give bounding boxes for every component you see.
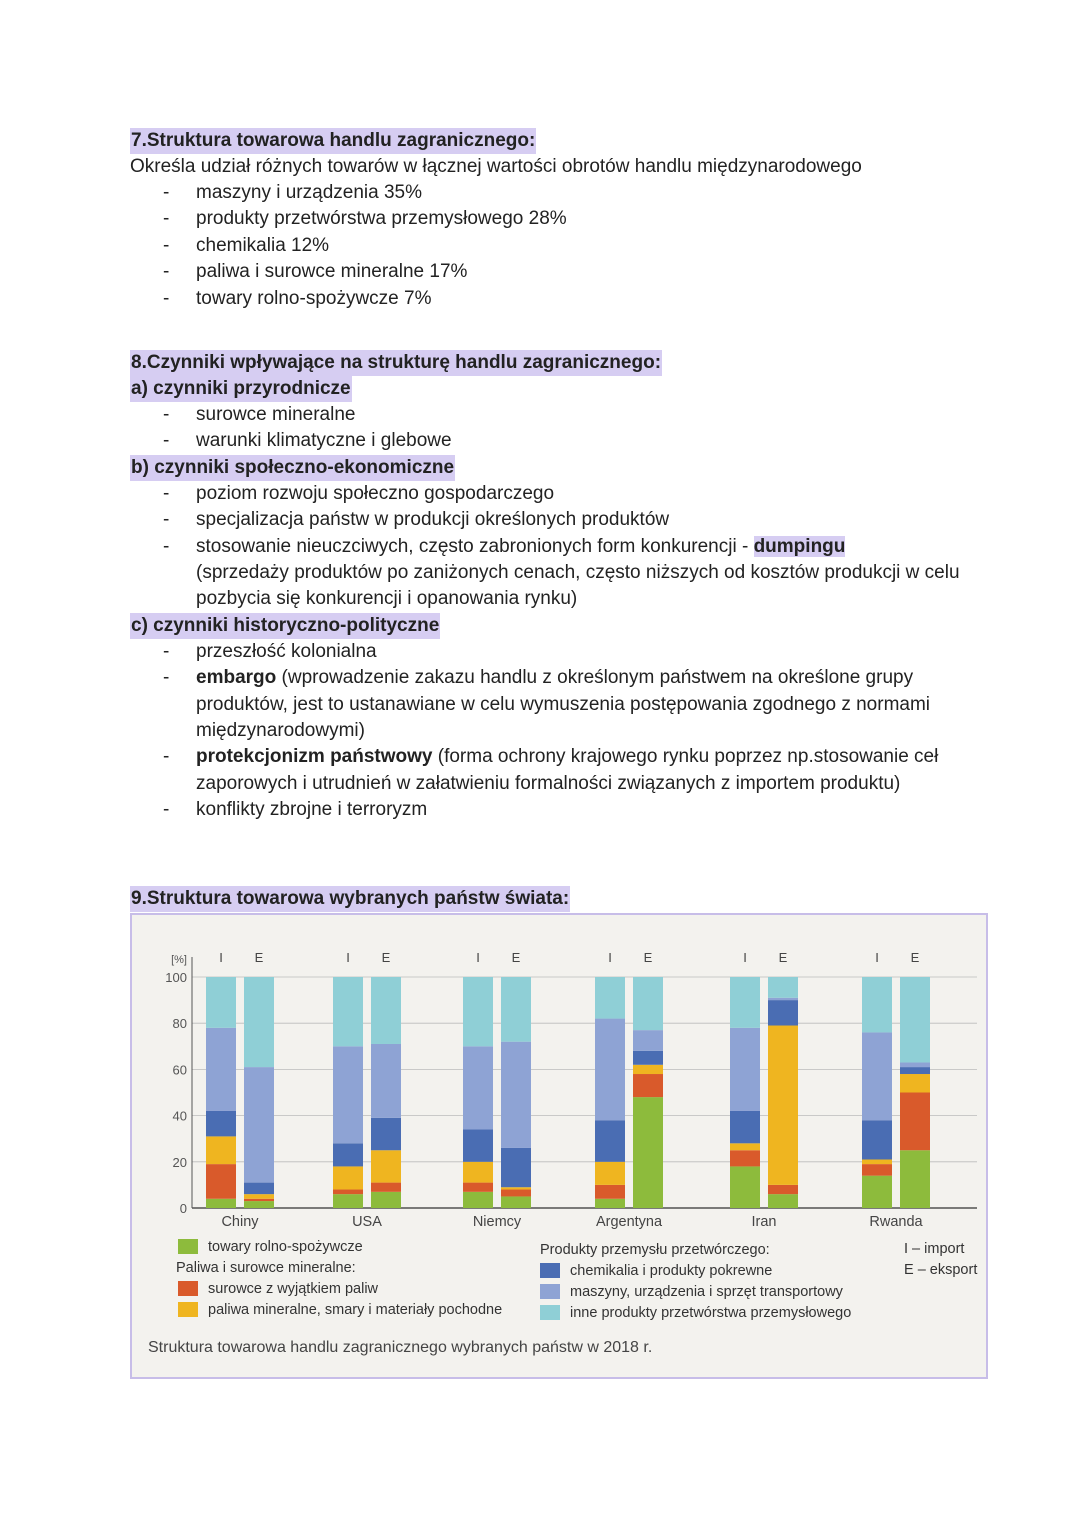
legend-swatch-other [540, 1305, 560, 1320]
subsection-c-title: c) czynniki historyczno-polityczne [130, 613, 440, 639]
bar-segment-machines [501, 1042, 531, 1148]
list-item: - produkty przetwórstwa przemysłowego 28% [130, 206, 862, 232]
legend-machines-label: maszyny, urządzenia i sprzęt transportowy [570, 1283, 843, 1300]
bar-segment-minerals [206, 1164, 236, 1199]
y-tick-label: 80 [172, 1016, 187, 1032]
section-7 [130, 128, 862, 312]
subsection-c-list [130, 639, 990, 824]
bar-segment-machines [595, 1019, 625, 1121]
legend-agri-label: towary rolno-spożywcze [208, 1238, 363, 1255]
bar-segment-other [633, 977, 663, 1030]
bar-segment-minerals [768, 1185, 798, 1194]
legend-left [178, 1236, 502, 1320]
bar-segment-fuels [595, 1162, 625, 1185]
section-7-list [130, 180, 862, 312]
y-tick-label: 0 [179, 1201, 187, 1216]
bar-segment-fuels [900, 1074, 930, 1092]
x-category-label: Niemcy [472, 1214, 522, 1230]
bar-segment-chem [768, 1000, 798, 1025]
chart-figure [130, 913, 988, 1379]
legend-flow [904, 1238, 977, 1280]
legend-chem-label: chemikalia i produkty pokrewne [570, 1262, 773, 1279]
list-item: - poziom rozwoju społeczno gospodarczego [130, 481, 990, 507]
bar-segment-chem [633, 1051, 663, 1065]
bar-flow-label: I [219, 950, 223, 965]
bar-segment-agri [730, 1166, 760, 1208]
section-7-intro: Określa udział różnych towarów w łącznej wartości obrotów handlu międzynarodowego [130, 156, 862, 177]
bar-segment-minerals [244, 1199, 274, 1201]
bar-segment-minerals [371, 1183, 401, 1192]
dumping-text: stosowanie nieuczciwych, często zabronionych form konkurencji - [196, 535, 754, 557]
legend-swatch-agri [178, 1239, 198, 1254]
bar-segment-agri [501, 1196, 531, 1208]
bar-segment-minerals [595, 1185, 625, 1199]
legend-swatch-chem [540, 1263, 560, 1278]
bar-segment-agri [900, 1150, 930, 1208]
subsection-b-list [130, 481, 990, 613]
bar-segment-agri [244, 1201, 274, 1208]
section-7-title: 7.Struktura towarowa handlu zagranicznego: [130, 128, 536, 154]
bar-segment-fuels [206, 1136, 236, 1164]
list-item: - przeszłość kolonialna [130, 639, 990, 665]
bar-segment-machines [862, 1032, 892, 1120]
dumping-term: dumpingu [753, 535, 846, 557]
x-category-label: Rwanda [869, 1214, 923, 1230]
x-category-label: Argentyna [595, 1214, 663, 1230]
bar-segment-machines [633, 1030, 663, 1051]
bar-segment-machines [463, 1046, 493, 1129]
y-axis-label: [%] [171, 954, 187, 966]
subsection-a-list [130, 402, 990, 455]
bar-flow-label: E [910, 950, 920, 965]
bar-flow-label: E [511, 950, 521, 965]
section-8 [130, 350, 990, 824]
bar-flow-label: I [875, 950, 879, 965]
bar-segment-chem [463, 1129, 493, 1161]
embargo-explanation: (wprowadzenie zakazu handlu z określonym państwem na określone grupy produktów, jest to ustanawiane w celu wymuszenia postępowania zgodnego z normami międzynarodowymi) [196, 667, 931, 742]
bar-segment-machines [768, 998, 798, 1000]
bar-segment-minerals [333, 1190, 363, 1195]
bar-segment-chem [900, 1067, 930, 1074]
bar-segment-agri [206, 1199, 236, 1208]
bar-segment-fuels [371, 1150, 401, 1182]
x-category-label: Iran [751, 1214, 777, 1230]
legend-industry-group-label: Produkty przemysłu przetwórczego: [540, 1241, 770, 1258]
bar-segment-agri [768, 1194, 798, 1208]
legend-fuel-group-label: Paliwa i surowce mineralne: [176, 1259, 356, 1276]
bar-segment-machines [333, 1046, 363, 1143]
list-item: - surowce mineralne [130, 402, 990, 428]
bar-segment-chem [862, 1120, 892, 1159]
bar-segment-chem [333, 1143, 363, 1166]
chart-caption: Struktura towarowa handlu zagranicznego wybranych państw w 2018 r. [148, 1339, 653, 1356]
bar-segment-agri [371, 1192, 401, 1208]
bar-segment-other [463, 977, 493, 1046]
bar-segment-other [333, 977, 363, 1046]
bar-flow-label: I [743, 950, 747, 965]
bar-segment-other [900, 977, 930, 1062]
bar-segment-chem [206, 1111, 236, 1136]
section-9-title: 9.Struktura towarowa wybranych państw świata: [130, 886, 570, 912]
legend-other-label: inne produkty przetwórstwa przemysłowego [570, 1304, 852, 1321]
list-item-dumping [130, 534, 990, 613]
bar-segment-other [244, 977, 274, 1067]
y-tick-label: 60 [172, 1062, 187, 1078]
legend-swatch-fuels [178, 1302, 198, 1317]
bar-segment-chem [595, 1120, 625, 1162]
bar-flow-label: E [643, 950, 653, 965]
bar-segment-fuels [768, 1026, 798, 1185]
list-item: - maszyny i urządzenia 35% [130, 180, 862, 206]
x-category-label: Chiny [221, 1214, 259, 1230]
bar-segment-minerals [633, 1074, 663, 1097]
bar-segment-other [371, 977, 401, 1044]
bar-segment-machines [371, 1044, 401, 1118]
legend-minerals-label: surowce z wyjątkiem paliw [208, 1280, 379, 1297]
legend-import-label: I – import [904, 1240, 965, 1257]
section-8-title: 8.Czynniki wpływające na strukturę handlu zagranicznego: [130, 350, 662, 376]
bar-segment-agri [333, 1194, 363, 1208]
bar-segment-chem [371, 1118, 401, 1150]
list-item: - paliwa i surowce mineralne 17% [130, 259, 862, 285]
y-tick-label: 40 [172, 1108, 187, 1124]
bar-segment-fuels [633, 1065, 663, 1074]
bar-segment-fuels [463, 1162, 493, 1183]
embargo-term: embargo [196, 667, 277, 689]
list-item: - chemikalia 12% [130, 233, 862, 259]
bar-segment-machines [244, 1067, 274, 1183]
bar-segment-fuels [501, 1187, 531, 1189]
bar-segment-minerals [463, 1183, 493, 1192]
bar-segment-fuels [333, 1166, 363, 1189]
list-item-embargo [130, 665, 990, 744]
bar-segment-chem [730, 1111, 760, 1143]
bar-segment-fuels [862, 1159, 892, 1164]
list-item: - specjalizacja państw w produkcji określonych produktów [130, 507, 990, 533]
bar-segment-minerals [900, 1093, 930, 1151]
bar-segment-machines [206, 1028, 236, 1111]
legend-middle [540, 1239, 851, 1323]
protectionism-term: protekcjonizm państwowy [196, 746, 433, 768]
list-item: - towary rolno-spożywcze 7% [130, 286, 862, 312]
list-item: - konflikty zbrojne i terroryzm [130, 797, 990, 823]
x-category-label: USA [352, 1214, 382, 1230]
stacked-bar-chart [132, 915, 986, 1245]
bar-flow-label: I [476, 950, 480, 965]
legend-swatch-minerals [178, 1281, 198, 1296]
bar-segment-other [862, 977, 892, 1032]
bar-flow-label: I [608, 950, 612, 965]
dumping-explanation: (sprzedaży produktów po zaniżonych cenach, często niższych od kosztów produkcji w celu pozbycia się konkurencji i opanowania rynku) [196, 562, 960, 610]
bar-segment-machines [900, 1062, 930, 1067]
protectionism-explanation: (forma ochrony krajowego rynku poprzez np.stosowanie ceł zaporowych i utrudnień w załatwieniu formalności związanych z importem produktu) [196, 746, 939, 794]
y-tick-label: 20 [172, 1154, 187, 1170]
bar-segment-other [501, 977, 531, 1042]
bar-segment-agri [633, 1097, 663, 1208]
subsection-b-title: b) czynniki społeczno-ekonomiczne [130, 455, 455, 481]
section-9 [130, 886, 570, 912]
legend-export-label: E – eksport [904, 1261, 978, 1278]
bar-segment-agri [595, 1199, 625, 1208]
bar-segment-other [595, 977, 625, 1019]
list-item-protectionism [130, 744, 990, 797]
bar-segment-minerals [862, 1164, 892, 1176]
bar-segment-minerals [501, 1190, 531, 1197]
bar-flow-label: E [778, 950, 788, 965]
bar-flow-label: E [254, 950, 264, 965]
bar-segment-machines [730, 1028, 760, 1111]
bar-flow-label: E [381, 950, 391, 965]
bar-segment-agri [463, 1192, 493, 1208]
bar-segment-chem [244, 1183, 274, 1195]
y-tick-label: 100 [165, 970, 187, 985]
bar-segment-other [768, 977, 798, 998]
bar-segment-chem [501, 1148, 531, 1187]
bar-segment-other [730, 977, 760, 1028]
bar-segment-other [206, 977, 236, 1028]
bar-segment-agri [862, 1176, 892, 1208]
legend-fuels-label: paliwa mineralne, smary i materiały pochodne [208, 1301, 503, 1318]
bar-flow-label: I [346, 950, 350, 965]
bar-segment-fuels [730, 1143, 760, 1150]
subsection-a-title: a) czynniki przyrodnicze [130, 376, 352, 402]
legend-swatch-machines [540, 1284, 560, 1299]
bar-segment-minerals [730, 1150, 760, 1166]
list-item: - warunki klimatyczne i glebowe [130, 428, 990, 454]
bar-segment-fuels [244, 1194, 274, 1199]
